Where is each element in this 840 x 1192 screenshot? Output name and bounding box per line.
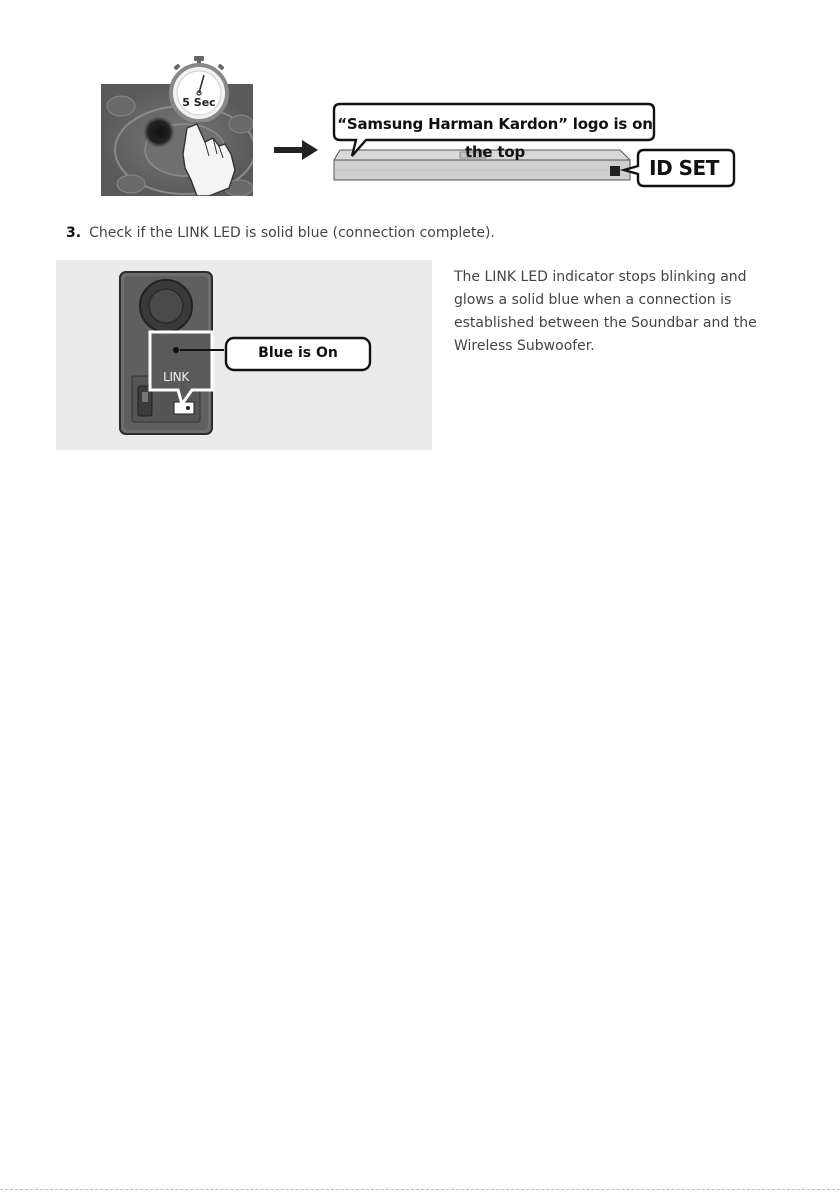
page-bottom-divider xyxy=(0,1189,840,1190)
description-line: glows a solid blue when a connection is xyxy=(454,292,732,308)
description-line: The LINK LED indicator stops blinking and xyxy=(454,269,747,285)
blue-is-on-callout-text: Blue is On xyxy=(258,345,338,361)
id-set-callout-text: ID SET xyxy=(649,156,719,180)
timer-label: 5 Sec xyxy=(182,96,216,109)
step-3 xyxy=(66,222,495,244)
logo-callout-text: “Samsung Harman Kardon” logo is on the top xyxy=(337,115,653,161)
step-text: Check if the LINK LED is solid blue (connection complete). xyxy=(89,225,495,241)
link-led-description xyxy=(454,266,794,358)
description-line: established between the Soundbar and the xyxy=(454,315,757,331)
stopwatch-icon xyxy=(168,56,230,122)
link-label: LINK xyxy=(163,370,189,384)
description-line: Wireless Subwoofer. xyxy=(454,338,595,354)
arrow-right-icon xyxy=(272,138,320,162)
step-number: 3. xyxy=(66,225,82,241)
